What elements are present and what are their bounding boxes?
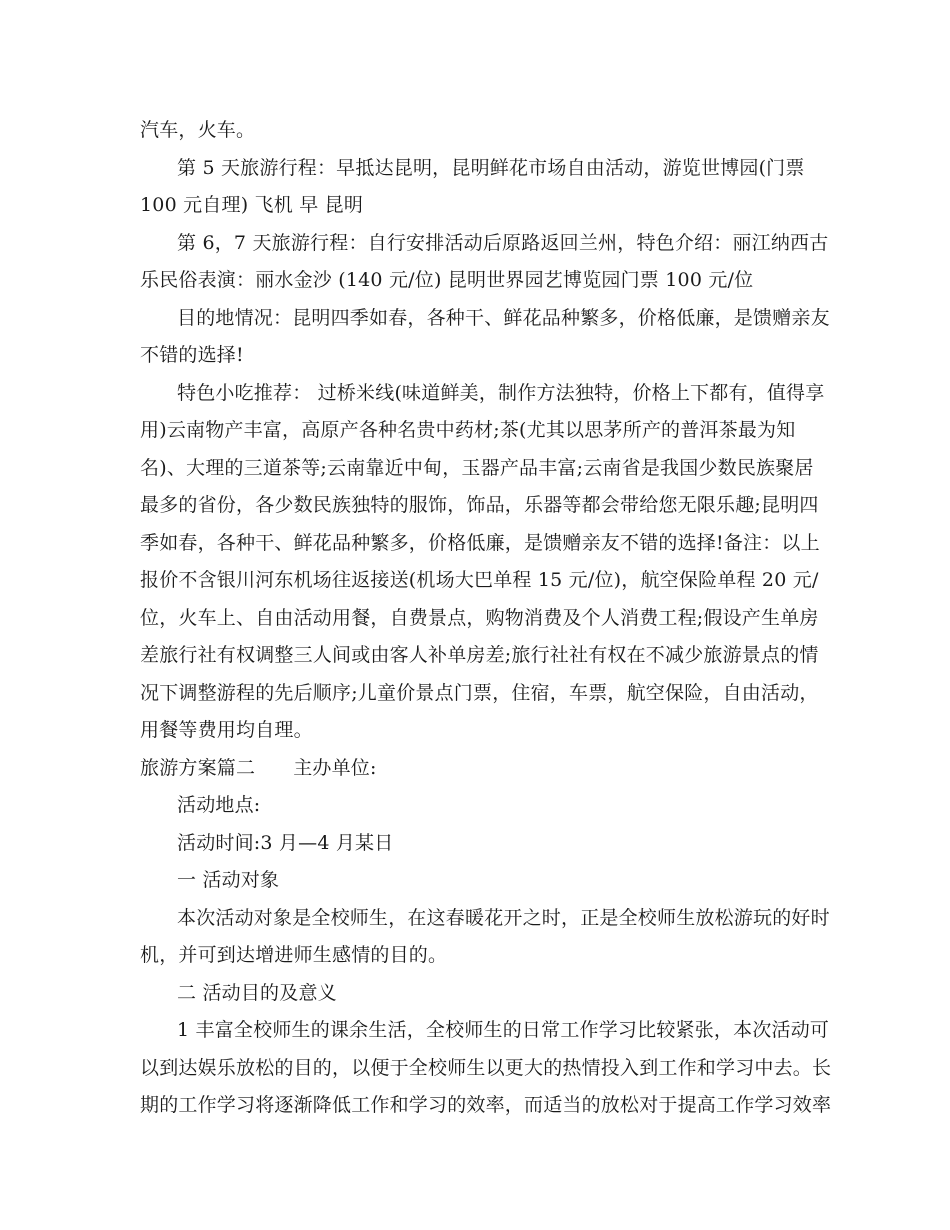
text-line: 季如春，各种干、鲜花品种繁多，价格低廉，是馈赠亲友不错的选择!备注：以上	[140, 532, 820, 554]
text-line: 最多的省份，各少数民族独特的服饰，饰品，乐器等都会带给您无限乐趣;昆明四	[140, 494, 819, 516]
text-line: 期的工作学习将逐渐降低工作和学习的效率，而适当的放松对于提高工作学习效率	[140, 1094, 832, 1116]
section-title: 旅游方案篇二	[140, 757, 256, 779]
text-line: 况下调整游程的先后顺序;儿童价景点门票，住宿，车票，航空保险，自由活动，	[140, 682, 819, 704]
text-line: 报价不含银川河东机场往返接送(机场大巴单程 15 元/位)，航空保险单程 20 元/	[140, 569, 819, 591]
text-line: 本次活动对象是全校师生，在这春暖花开之时，正是全校师生放松游玩的好时	[177, 907, 830, 929]
text-line: 名)、大理的三道茶等;云南靠近中甸，玉器产品丰富;云南省是我国少数民族聚居	[140, 457, 814, 479]
text-line: 位，火车上、自由活动用餐，自费景点，购物消费及个人消费工程;假设产生单房	[140, 607, 819, 629]
text-line: 不错的选择!	[140, 344, 244, 366]
text-line: 二 活动目的及意义	[177, 982, 337, 1004]
text-line: 用)云南物产丰富，高原产各种名贵中药材;茶(尤其以思茅所产的普洱茶最为知	[140, 419, 796, 441]
text-line: 特色小吃推荐： 过桥米线(味道鲜美，制作方法独特，价格上下都有，值得享	[177, 382, 825, 404]
text-line: 第 6，7 天旅游行程：自行安排活动后原路返回兰州，特色介绍：丽江纳西古	[177, 232, 829, 254]
text-line: 活动时间:3 月—4 月某日	[177, 832, 394, 854]
text-line: 乐民俗表演：丽水金沙 (140 元/位) 昆明世界园艺博览园门票 100 元/位	[140, 269, 754, 291]
text-line: 一 活动对象	[177, 869, 280, 891]
text-line: 第 5 天旅游行程：早抵达昆明，昆明鲜花市场自由活动，游览世博园(门票	[177, 157, 805, 179]
organizer-label: 主办单位:	[293, 757, 377, 779]
text-line: 1 丰富全校师生的课余生活，全校师生的日常工作学习比较紧张，本次活动可	[177, 1019, 830, 1041]
text-line: 目的地情况：昆明四季如春，各种干、鲜花品种繁多，价格低廉，是馈赠亲友	[177, 307, 830, 329]
text-line: 100 元自理) 飞机 早 昆明	[140, 194, 364, 216]
text-line: 差旅行社有权调整三人间或由客人补单房差;旅行社社有权在不减少旅游景点的情	[140, 644, 819, 666]
text-line: 机，并可到达增进师生感情的目的。	[140, 944, 448, 966]
section-heading-line	[140, 756, 377, 780]
text-line: 以到达娱乐放松的目的，以便于全校师生以更大的热情投入到工作和学习中去。长	[140, 1057, 832, 1079]
text-line: 用餐等费用均自理。	[140, 719, 313, 741]
text-line: 汽车，火车。	[140, 119, 256, 141]
text-line: 活动地点:	[177, 794, 261, 816]
